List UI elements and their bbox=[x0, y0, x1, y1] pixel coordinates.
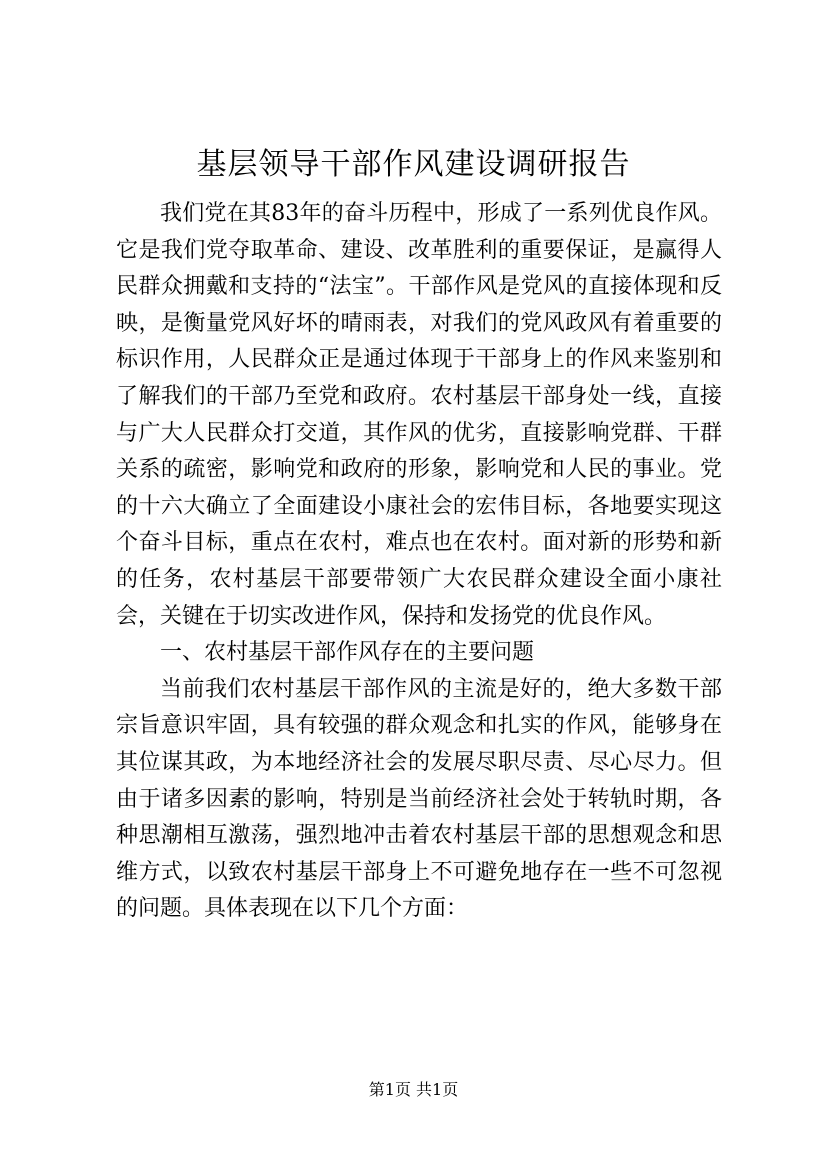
paragraph-section-1: 当前我们农村基层干部作风的主流是好的，绝大多数干部宗旨意识牢固，具有较强的群众观念和扎实的作风，能够身在其位谋其政，为本地经济社会的发展尽职尽责、尽心尽力。但由于诸多因素的影响，特别是当前经济社会处于转轨时期，各种思潮相互激荡，强烈地冲击着农村基层干部的思想观念和思维方式，以致农村基层干部身上不可避免地存在一些不可忽视的问题。具体表现在以下几个方面： bbox=[116, 676, 722, 922]
document-body bbox=[116, 196, 722, 928]
section-heading-1: 一、农村基层干部作风存在的主要问题 bbox=[160, 640, 535, 666]
page-footer: 第1页 共1页 bbox=[368, 1080, 459, 1099]
document-title: 基层领导干部作风建设调研报告 bbox=[196, 147, 631, 182]
paragraph-intro: 我们党在其83年的奋斗历程中，形成了一系列优良作风。它是我们党夺取革命、建设、改革胜利的重要保证，是赢得人民群众拥戴和支持的“法宝”。干部作风是党风的直接体现和反映，是衡量党风好坏的晴雨表，对我们的党风政风有着重要的标识作用，人民群众正是通过体现于干部身上的作风来鉴别和了解我们的干部乃至党和政府。农村基层干部身处一线，直接与广大人民群众打交道，其作风的优劣，直接影响党群、干群关系的疏密，影响党和政府的形象，影响党和人民的事业。党的十六大确立了全面建设小康社会的宏伟目标，各地要实现这个奋斗目标，重点在农村，难点也在农村。面对新的形势和新的任务，农村基层干部要带领广大农民群众建设全面小康社会，关键在于切实改进作风，保持和发扬党的优良作风。 bbox=[116, 201, 722, 629]
